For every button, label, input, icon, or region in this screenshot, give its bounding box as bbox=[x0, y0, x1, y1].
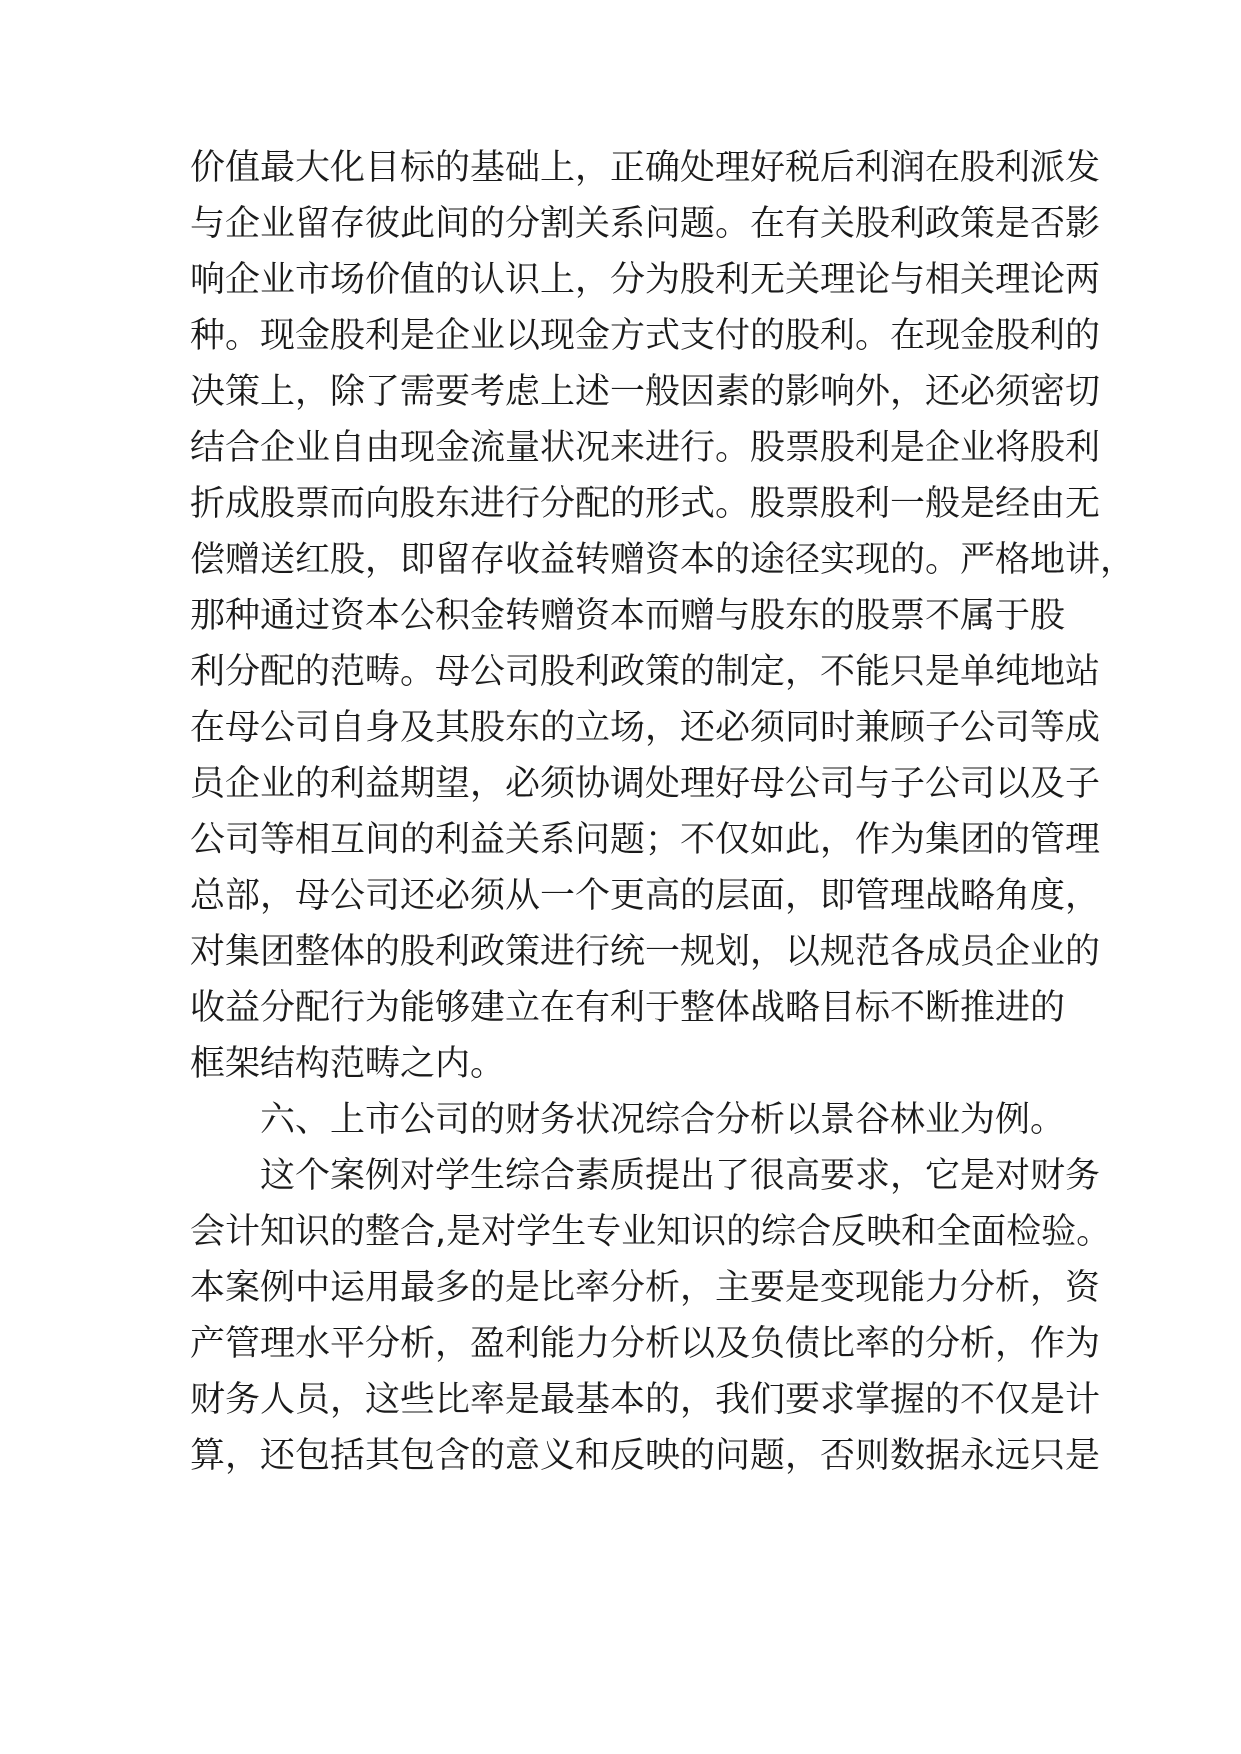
text-line: 算，还包括其包含的意义和反映的问题，否则数据永远只是 bbox=[190, 1436, 1101, 1476]
text-line: 财务人员，这些比率是最基本的，我们要求掌握的不仅是计 bbox=[190, 1380, 1101, 1420]
text-line: 员企业的利益期望，必须协调处理好母公司与子公司以及子 bbox=[190, 764, 1101, 804]
text-line: 对集团整体的股利政策进行统一规划，以规范各成员企业的 bbox=[190, 932, 1101, 972]
paragraph-dividend-policy bbox=[190, 140, 1136, 1092]
text-line: 与企业留存彼此间的分割关系问题。在有关股利政策是否影 bbox=[190, 204, 1101, 244]
text-line: 结合企业自由现金流量状况来进行。股票股利是企业将股利 bbox=[190, 428, 1101, 468]
document-body bbox=[190, 140, 1136, 1484]
text-line: 决策上，除了需要考虑上述一般因素的影响外，还必须密切 bbox=[190, 372, 1101, 412]
text-line: 响企业市场价值的认识上，分为股利无关理论与相关理论两 bbox=[190, 260, 1101, 300]
text-line: 收益分配行为能够建立在有利于整体战略目标不断推进的 bbox=[190, 988, 1066, 1028]
text-line: 偿赠送红股，即留存收益转赠资本的途径实现的。严格地讲， bbox=[190, 540, 1136, 580]
text-line: 会计知识的整合,是对学生专业知识的综合反映和全面检验。 bbox=[190, 1212, 1112, 1252]
section-heading: 六、上市公司的财务状况综合分析以景谷林业为例。 bbox=[260, 1100, 1066, 1140]
text-line: 框架结构范畴之内。 bbox=[190, 1044, 506, 1084]
text-line: 种。现金股利是企业以现金方式支付的股利。在现金股利的 bbox=[190, 316, 1101, 356]
paragraph-case-analysis bbox=[190, 1148, 1112, 1484]
text-line: 利分配的范畴。母公司股利政策的制定，不能只是单纯地站 bbox=[190, 652, 1101, 692]
text-line: 总部，母公司还必须从一个更高的层面，即管理战略角度， bbox=[190, 876, 1101, 916]
text-line: 折成股票而向股东进行分配的形式。股票股利一般是经由无 bbox=[190, 484, 1101, 524]
text-line: 这个案例对学生综合素质提出了很高要求，它是对财务 bbox=[260, 1156, 1101, 1196]
text-line: 在母公司自身及其股东的立场，还必须同时兼顾子公司等成 bbox=[190, 708, 1101, 748]
text-line: 公司等相互间的利益关系问题；不仅如此，作为集团的管理 bbox=[190, 820, 1101, 860]
text-line: 价值最大化目标的基础上，正确处理好税后利润在股利派发 bbox=[190, 148, 1101, 188]
text-line: 产管理水平分析，盈利能力分析以及负债比率的分析，作为 bbox=[190, 1324, 1101, 1364]
text-line: 那种通过资本公积金转赠资本而赠与股东的股票不属于股 bbox=[190, 596, 1066, 636]
text-line: 本案例中运用最多的是比率分析，主要是变现能力分析，资 bbox=[190, 1268, 1101, 1308]
